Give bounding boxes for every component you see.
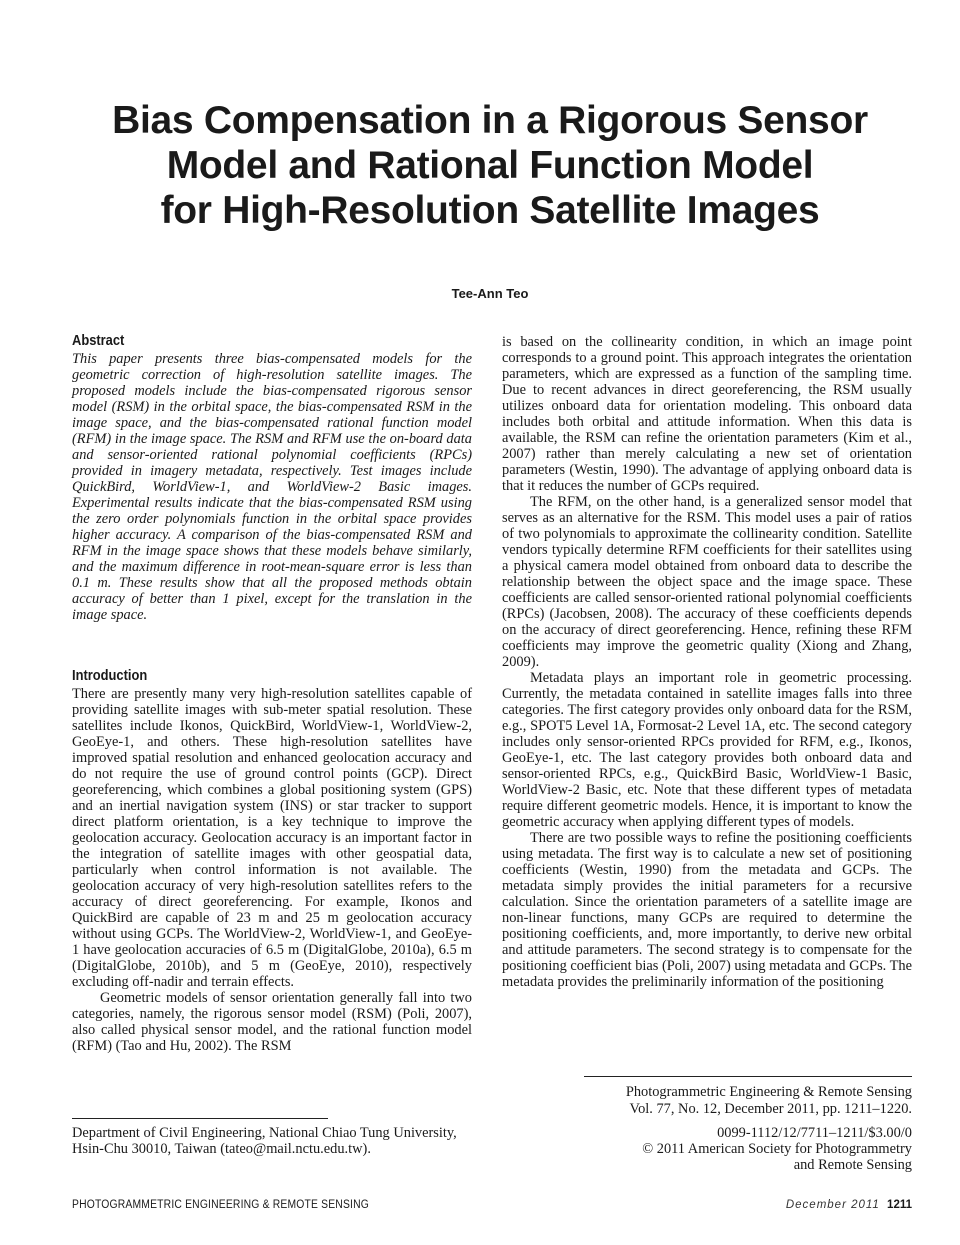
paragraph: There are presently many very high-resolution satellites capable of providing satellite images with sub-meter spatial resolution. These satellites include Ikonos, QuickBird, WorldView-1, WorldView-2, GeoEye-1, and others. These high-resolution satellites have improved spatial resolution and enhanced geolocation accuracy and do not require the use of ground control points (GCP). Direct georeferencing, which combines a global positioning system (GPS) and an inertial navigation system (INS) or star tracker to support direct platform orientation, is a key technique to improve the geolocation accuracy. Geolocation accuracy is an important factor in the integration of satellite images with other geospatial data, particularly when control information is not available. The geolocation accuracy of very high-resolution satellites refers to the accuracy of direct georeferencing. For example, Ikonos and QuickBird are capable of 23 m and 25 m geolocation accuracy without using GCPs. The WorldView-2, WorldView-1, and GeoEye-1 have geolocation accuracies of 6.5 m (DigitalGlobe, 2010a), 6.5 m (DigitalGlobe, 2010b), and 5 m (GeoEye, 2010), respectively excluding off-nadir and terrain effects. [72,686,472,990]
author-name: Tee-Ann Teo [451,286,529,301]
paragraph: There are two possible ways to refine the positioning coefficients using metadata. The first way is to calculate a new set of positioning coefficients (Westin, 1990) from the metadata and GCPs. The metadata simply provides the initial parameters for a recursive calculation. Since the orientation parameters of a satellite image are non-linear functions, many GCPs are required to determine the positioning coefficients, and, more importantly, to derive new orbital and attitude parameters. The second strategy is to compensate for the positioning coefficient bias (Poli, 2007) using metadata and GCPs. The metadata provides the preliminarily information of the positioning [502,830,912,990]
copyright-line: 0099-1112/12/7711–1211/$3.00/0 [717,1125,912,1141]
paragraph: is based on the collinearity condition, in which an image point corresponds to a ground point. This approach integrates the orientation parameters, which are expressed as a function of the sampling time. Due to recent advances in direct georeferencing, the RSM usually utilizes onboard data for orientation modeling. This onboard data includes both orbital and attitude information. When this data is available, the RSM can refine the orientation parameters (Kim et al., 2007) rather than merely calculating a new set of orientation parameters (Westin, 1990). The advantage of applying onboard data is that it reduces the number of GCPs required. [502,334,912,494]
journal-name: Photogrammetric Engineering & Remote Sensing [625,1084,912,1100]
abstract-heading: Abstract [72,332,125,349]
journal-rule [584,1076,912,1077]
title-line: for High-Resolution Satellite Images [160,189,820,232]
abstract-body [72,351,472,623]
introduction-body [72,686,472,1054]
paper-title [80,98,900,233]
copyright [552,1125,912,1173]
journal-info [552,1084,912,1118]
paragraph: Metadata plays an important role in geometric processing. Currently, the metadata contained in satellite images falls into three categories. The first category provides only onboard data for the RSM, e.g., SPOT5 Level 1A, Formosat-2 Level 1A, etc. The second category includes only sensor-oriented RPCs provided for RFM, e.g., Ikonos, GeoEye-1, etc. The last category provides both onboard data and sensor-oriented RPCs, e.g., QuickBird Basic, WorldView-1 Basic, WorldView-2 Basic, etc. Note that these different types of metadata require different geometric models. Hence, it is important to know the geometric accuracy when applying different types of models. [502,670,912,830]
affiliation-rule [72,1118,328,1119]
footer-date: December 2011 [785,1199,880,1211]
abstract-text: This paper presents three bias-compensated models for the geometric correction of high-resolution satellite images. The proposed models include the bias-compensated rigorous sensor model (RSM) in the orbital space, the bias-compensated RSM in the image space, and the bias-compensated rational function model (RFM) in the image space. The RSM and RFM use the on-board data and sensor-oriented rational polynomial coefficients (RPCs) provided in imagery metadata, respectively. Test images include QuickBird, WorldView-1, and WorldView-2 Basic images. Experimental results indicate that the bias-compensated RSM using the zero order polynomials function in the orbital space provides higher accuracy. A comparison of the bias-compensated RSM and RFM in the image space shows that these models behave similarly, and the maximum difference in root-mean-square error is less than 0.1 m. These results show that all the proposed methods obtain accuracy of better than 1 pixel, except for the translation in the image space. [72,351,472,623]
author-affiliation: Department of Civil Engineering, National Chiao Tung University, Hsin-Chu 30010, Taiwan (tateo@mail.nctu.edu.tw). [72,1125,457,1157]
paragraph: Geometric models of sensor orientation generally fall into two categories, namely, the rigorous sensor model (RSM) (Poli, 2007), also called physical sensor model, and the rational function model (RFM) (Tao and Hu, 2002). The RSM [72,990,472,1054]
footer-page-info [786,1199,912,1211]
copyright-line: and Remote Sensing [793,1157,912,1173]
copyright-line: © 2011 American Society for Photogrammetry [642,1141,912,1157]
paragraph: The RFM, on the other hand, is a generalized sensor model that serves as an alternative for the RSM. This model uses a pair of ratios of two polynomials to approximate the collinearity condition. Satellite vendors typically determine RFM coefficients for their satellites using a physical camera model obtained from onboard data to describe the relationship between the object space and the image space. These coefficients are called sensor-oriented rational polynomial coefficients (RPCs) (Jacobsen, 2008). The accuracy of these coefficients depends on the accuracy of direct georeferencing. Hence, refining these RFM coefficients may improve the geometric quality (Xiong and Zhang, 2009). [502,494,912,670]
title-line: Bias Compensation in a Rigorous Sensor [112,99,868,142]
footer-journal: PHOTOGRAMMETRIC ENGINEERING & REMOTE SENSING [72,1199,369,1211]
journal-volume: Vol. 77, No. 12, December 2011, pp. 1211–1220. [629,1101,912,1117]
right-column [502,334,912,990]
page-number: 1211 [887,1199,912,1211]
title-line: Model and Rational Function Model [166,144,814,187]
introduction-heading: Introduction [72,667,148,684]
